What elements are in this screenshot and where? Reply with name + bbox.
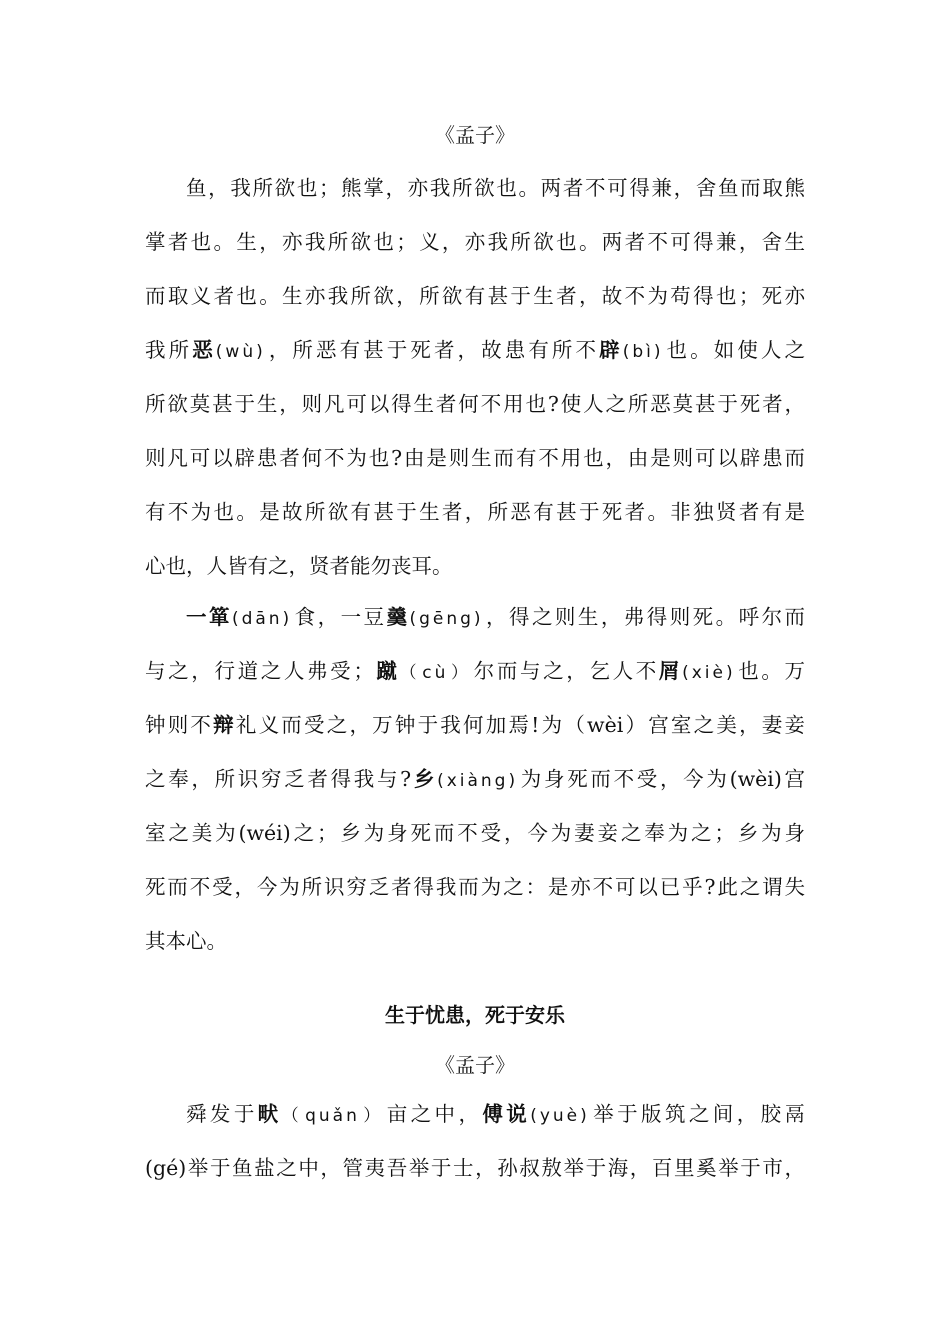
- pinyin: (bì): [622, 342, 664, 362]
- text-line: [145, 711, 805, 739]
- text-line: [145, 765, 805, 793]
- section2-title: 生于忧患，死于安乐: [385, 1003, 565, 1027]
- text-run: 而取义者也。生亦我所欲，所欲有甚于生者，故不为苟得也；死亦: [145, 284, 805, 308]
- bold-char: 傅说: [482, 1102, 531, 1126]
- text-line: [145, 444, 805, 472]
- text-run: 鱼，我所欲也；熊掌，亦我所欲也。两者不可得兼，舍鱼而取熊: [186, 176, 805, 200]
- text-run: 尔而与之，乞人不: [473, 659, 659, 683]
- text-run: 亩之中，: [386, 1102, 483, 1126]
- bold-char: 屑: [658, 659, 683, 683]
- text-line: [145, 1154, 805, 1182]
- text-line: [145, 552, 805, 580]
- bold-char: 羹: [386, 605, 410, 629]
- text-run: 与之，行道之人弗受；: [145, 659, 374, 683]
- text-line: [145, 927, 805, 955]
- text-run: 之奉，所识穷乏者得我与?: [145, 767, 412, 791]
- text-run: ，所恶有甚于死者，故患有所不: [265, 338, 600, 362]
- section2-author: 《孟子》: [435, 1053, 515, 1077]
- text-line: [145, 1100, 805, 1128]
- text-run: 则凡可以辟患者何不为也?由是则生而有不用也，由是则可以辟患而: [145, 446, 805, 470]
- bold-char: 畎: [257, 1102, 282, 1126]
- text-run: 所欲莫甚于生，则凡可以得生者何不用也?使人之所恶莫甚于死者，: [145, 392, 805, 416]
- pinyin: (dān): [231, 609, 293, 629]
- pinyin: (xiàng): [437, 771, 519, 791]
- text-run: 礼义而受之，万钟于我何加焉!为（wèi）宫室之美，妻妾: [235, 713, 806, 737]
- text-run: 死而不受，今为所识穷乏者得我而为之：是亦不可以已乎?此之谓失: [145, 875, 805, 899]
- text-run: 为身死而不受，今为(wèi)宫: [518, 767, 806, 791]
- text-run: 心也，人皆有之，贤者能勿丧耳。: [145, 554, 453, 578]
- bold-char: 恶: [192, 338, 216, 362]
- text-run: 也。如使人之: [663, 338, 806, 362]
- text-line: [145, 657, 805, 685]
- text-run: 舜发于: [186, 1102, 258, 1126]
- text-run: 其本心。: [145, 929, 227, 953]
- text-line: [145, 819, 805, 847]
- text-run: (gé)举于鱼盐之中，管夷吾举于士，孙叔敖举于海，百里奚举于市，: [145, 1156, 805, 1180]
- bold-char: 乡: [411, 767, 438, 791]
- text-line: [145, 873, 805, 901]
- bold-char: 辩: [213, 713, 236, 737]
- bold-char: 一箪: [186, 605, 232, 629]
- text-line: [145, 390, 805, 418]
- text-line: [145, 282, 805, 310]
- text-run: 举于版筑之间，胶鬲: [589, 1102, 806, 1126]
- text-line: [145, 498, 805, 526]
- bold-char: 辟: [599, 338, 623, 362]
- pinyin: (xiè): [682, 663, 736, 683]
- pinyin: (gēng): [409, 609, 484, 629]
- text-run: 室之美为(wéi)之；乡为身死而不受，今为妻妾之奉为之；乡为身: [145, 821, 805, 845]
- text-run: 钟则不: [145, 713, 214, 737]
- text-run: 食，一豆: [292, 605, 387, 629]
- text-run: ，得之则生，弗得则死。呼尔而: [483, 605, 806, 629]
- section1-author: 《孟子》: [435, 123, 515, 147]
- text-run: 也。万: [735, 659, 806, 683]
- pinyin: （quǎn）: [281, 1106, 387, 1126]
- text-run: 有不为也。是故所欲有甚于生者，所恶有甚于死者。非独贤者有是: [145, 500, 805, 524]
- pinyin: (yuè): [530, 1106, 590, 1126]
- text-run: 掌者也。生，亦我所欲也；义，亦我所欲也。两者不可得兼，舍生: [145, 230, 805, 254]
- bold-char: 蹴: [373, 659, 400, 683]
- pinyin: （cù）: [399, 663, 474, 683]
- text-line: [145, 336, 805, 364]
- text-run: 我所: [145, 338, 193, 362]
- text-line: [145, 603, 805, 631]
- text-line: [145, 174, 805, 202]
- text-line: [145, 228, 805, 256]
- pinyin: (wù): [215, 342, 266, 362]
